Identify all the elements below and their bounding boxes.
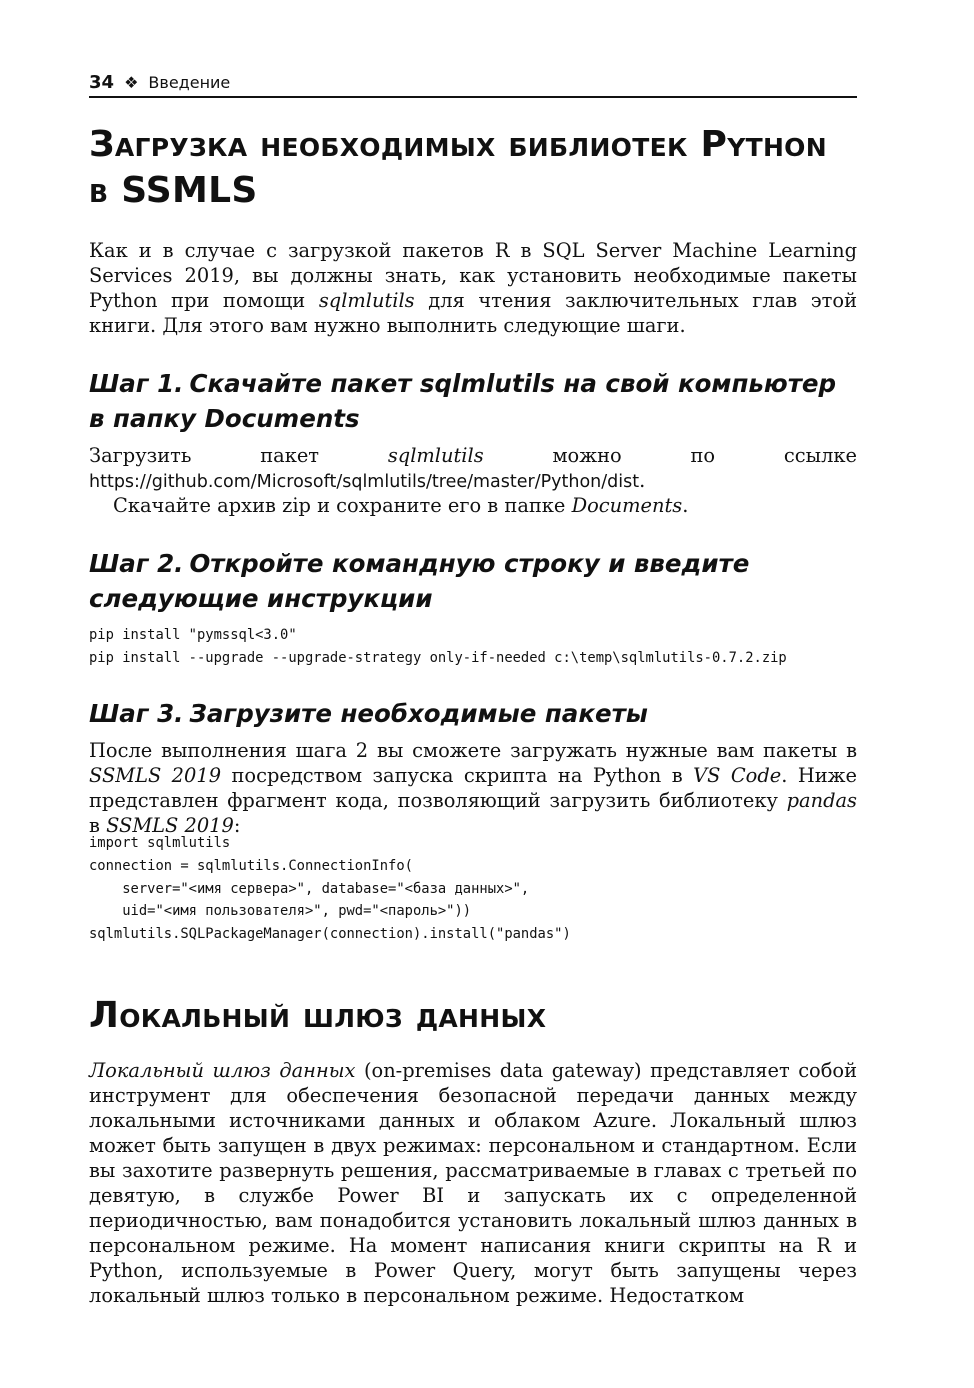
- step1b-text-start: Скачайте архив zip и сохраните его в папке: [113, 494, 572, 517]
- documents-folder-name: Documents: [571, 494, 683, 517]
- step1-paragraph: [89, 443, 857, 495]
- ssmls-name: SSMLS 2019: [89, 764, 222, 787]
- step1-number: Шаг 1.: [89, 369, 184, 398]
- intro-text-end: для чтения заключительных глав этой книги. Для этого вам нужно выполнить следующие шаги.: [89, 289, 857, 337]
- step1-paragraph-2: [89, 493, 857, 518]
- gateway-paragraph: [89, 1058, 857, 1308]
- step3-text-start: После выполнения шага 2 вы сможете загружать нужные вам пакеты в: [89, 739, 857, 762]
- step1-heading: [89, 366, 857, 436]
- step3-text-mid3: в: [89, 814, 107, 837]
- sqlmlutils-code-block: [89, 832, 571, 946]
- section-title-line1: Загрузка необходимых библиотек Python: [89, 124, 827, 165]
- running-header: [89, 70, 857, 98]
- code-line: import sqlmlutils: [89, 835, 231, 851]
- step2-number: Шаг 2.: [89, 549, 184, 578]
- intro-text-start: Как и в случае с загрузкой пакетов R в SQL Server Machine Learning Services 2019, вы должны знать, как установить необходимые пакеты Python при помощи: [89, 239, 857, 312]
- code-line: connection = sqlmlutils.ConnectionInfo(: [89, 857, 413, 874]
- intro-paragraph: [89, 238, 857, 338]
- step1-text-start: Загрузить пакет: [89, 444, 388, 467]
- code-line: pip install --upgrade --upgrade-strategy only-if-needed c:\temp\sqlmlutils-0.7.2.zip: [89, 649, 787, 666]
- ornament-icon: ❖: [124, 73, 139, 92]
- step1-title: Скачайте пакет sqlmlutils на свой компьютер в папку Documents: [89, 369, 837, 433]
- page-number: 34: [89, 72, 115, 93]
- ssmls-name-2: SSMLS 2019: [106, 814, 234, 837]
- step3-text-end: :: [233, 814, 241, 837]
- gateway-text: (on-premises data gateway) представляет собой инструмент для обеспечения безопасной передачи данных между локальными источниками данных и облаком Azure. Локальный шлюз может быть запущен в двух режимах: персональном и стандартном. Если вы захотите развернуть решения, рассматриваемые в главах с третьей по девятую, в службе Power BI и запускать их с определенной периодичностью, вам понадобится установить локальный шлюз данных в персональном режиме. На момент написания книги скрипты на R и Python, используемые в Power Query, могут быть запущены через локальный шлюз только в персональном режиме. Недостатком: [89, 1059, 858, 1307]
- step3-paragraph: [89, 738, 857, 838]
- download-link[interactable]: https://github.com/Microsoft/sqlmlutils/tree/master/Python/dist: [89, 472, 640, 492]
- section-title-python-libraries: [89, 122, 857, 214]
- step2-title: Откройте командную строку и введите следующие инструкции: [89, 549, 750, 613]
- step1b-text-end: .: [682, 494, 689, 517]
- code-line: pip install "pymssql<3.0": [89, 627, 297, 643]
- pip-install-code-block: [89, 624, 787, 670]
- step1-text-end: .: [639, 469, 646, 492]
- step2-heading: [89, 546, 857, 616]
- step3-title: Загрузите необходимые пакеты: [189, 699, 648, 728]
- step1-package-name: sqlmlutils: [387, 444, 484, 467]
- pandas-name: pandas: [786, 789, 857, 812]
- step3-heading: [89, 696, 857, 731]
- code-line: sqlmlutils.SQLPackageManager(connection).install("pandas"): [89, 926, 571, 943]
- section-title-local-gateway: Локальный шлюз данных: [89, 995, 547, 1036]
- code-line: server="<имя сервера>", database="<база данных>",: [89, 880, 530, 897]
- intro-package-name: sqlmlutils: [318, 289, 415, 312]
- step3-text-mid1: посредством запуска скрипта на Python в: [221, 764, 694, 787]
- step3-number: Шаг 3.: [89, 699, 184, 728]
- section-title-line2: в SSMLS: [89, 170, 258, 211]
- step3-text-mid2: . Ниже представлен фрагмент кода, позволяющий загрузить библиотеку: [89, 764, 857, 812]
- chapter-title: Введение: [148, 73, 231, 92]
- step1-text-mid: можно по ссылке: [483, 444, 857, 467]
- code-line: uid="<имя пользователя>", pwd="<пароль>")): [89, 903, 472, 920]
- gateway-term: Локальный шлюз данных: [89, 1059, 356, 1082]
- vscode-name: VS Code: [693, 764, 782, 787]
